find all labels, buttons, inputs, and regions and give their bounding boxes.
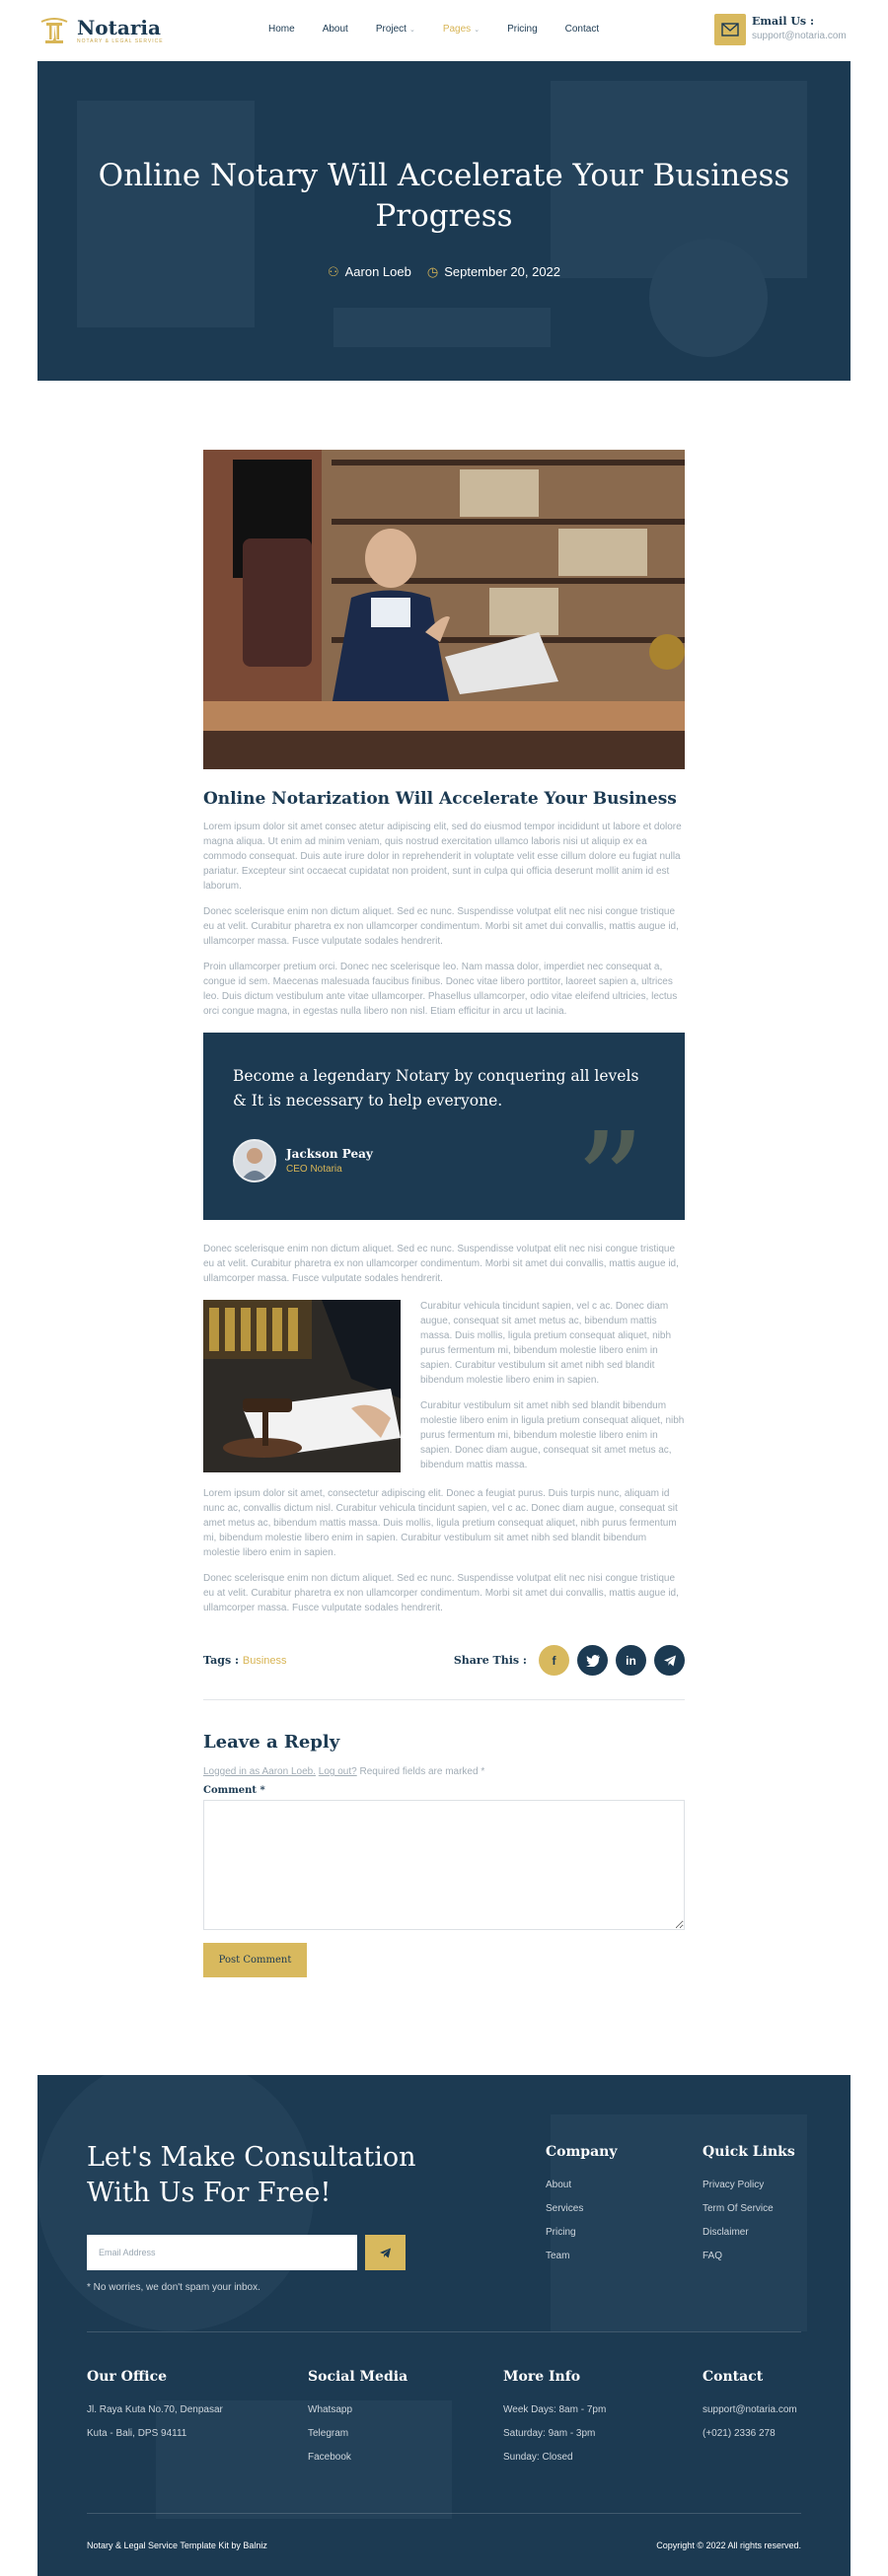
footer-phone[interactable]: (+021) 2336 278 [703, 2428, 776, 2439]
site-header [0, 0, 888, 61]
user-icon: ⚇ [327, 264, 339, 279]
brand-name: Notaria [77, 16, 161, 39]
reply-title: Leave a Reply [203, 1732, 340, 1753]
send-button[interactable] [365, 2235, 406, 2270]
date-text: September 20, 2022 [444, 264, 561, 279]
article-paragraph: Donec scelerisque enim non dictum aliquet. Sed ec nunc. Suspendisse volutpat elit nec nisi congue tristique eu at velit. Curabitur pharetra ex non ullamcorper condimentum. Morbi sit amet dui convallis, mattis augue id, ullamcorper massa. Fusce vulputate sodales hendrerit. [203, 1244, 679, 1284]
hours-line: Week Days: 8am - 7pm [503, 2404, 607, 2415]
office-line: Jl. Raya Kuta No.70, Denpasar [87, 2404, 223, 2415]
share-label: Share This : [453, 1654, 527, 1667]
nav-contact[interactable]: Contact [564, 24, 600, 35]
footer-link-disclaimer[interactable]: Disclaimer [703, 2227, 749, 2238]
footer-email[interactable]: support@notaria.com [703, 2404, 797, 2415]
article-body [203, 450, 685, 1977]
footer-link-privacy[interactable]: Privacy Policy [703, 2180, 765, 2190]
chevron-down-icon: ⌄ [408, 26, 415, 34]
header-contact [752, 15, 847, 41]
nav-home[interactable]: Home [268, 24, 295, 35]
article-paragraph: Donec scelerisque enim non dictum aliquet. Sed ec nunc. Suspendisse volutpat elit nec nisi congue tristique eu at velit. Curabitur pharetra ex non ullamcorper condimentum. Morbi sit amet dui convallis, mattis augue id, ullamcorper massa. Fusce vulputate sodales hendrerit. [203, 1573, 679, 1613]
footer-link-faq[interactable]: FAQ [703, 2251, 723, 2261]
featured-image [203, 450, 685, 769]
footer-link-services[interactable]: Services [546, 2203, 584, 2214]
template-credit: Notary & Legal Service Template Kit by Balniz [87, 2540, 267, 2550]
nav-project-label: Project [375, 24, 407, 35]
tags-label: Tags : [203, 1654, 240, 1667]
footer-link-about[interactable]: About [546, 2180, 572, 2190]
footer-bottom [87, 2540, 801, 2550]
site-footer [37, 2075, 851, 2576]
article-paragraph: Donec scelerisque enim non dictum aliquet. Sed ec nunc. Suspendisse volutpat elit nec nisi congue tristique eu at velit. Curabitur pharetra ex non ullamcorper condimentum. Morbi sit amet dui convallis, mattis augue id, ullamcorper massa. Fusce vulputate sodales hendrerit. [203, 906, 679, 947]
footer-contact [703, 2369, 797, 2446]
article-paragraph: Proin ullamcorper pretium orci. Donec nec scelerisque leo. Nam massa dolor, imperdiet nec consequat a, congue id sem. Maecenas malesuada faucibus finibus. Donec vitae libero porttitor, laoreet sapien a, ultrices leo. Duis dictum vestibulum ante vitae ullamcorper. Phasellus ullamcorper, odio vitae eleifend ultricies, lectus orci congue magna, in egestas nulla libero non nisl. Etiam efficitur in arcu ut lacinia. [203, 962, 678, 1017]
page-title: Online Notary Will Accelerate Your Business Progress [98, 158, 790, 234]
send-icon [380, 2248, 391, 2258]
gavel-signing-image [203, 1300, 401, 1472]
quote-author-role: CEO Notaria [286, 1164, 342, 1175]
more-info-title: More Info [503, 2369, 581, 2385]
office-title: Our Office [87, 2369, 168, 2385]
clock-icon: ◷ [426, 264, 439, 279]
email-title: Email Us : [752, 15, 815, 28]
post-comment-button[interactable]: Post Comment [203, 1943, 307, 1977]
footer-link-terms[interactable]: Term Of Service [703, 2203, 774, 2214]
share-bar [454, 1645, 685, 1676]
quote-author-name: Jackson Peay [286, 1147, 373, 1161]
quote-text: Become a legendary Notary by conquering all levels & It is necessary to help everyone. [233, 1067, 639, 1109]
quick-links-title: Quick Links [703, 2144, 795, 2160]
facebook-icon[interactable]: f [539, 1645, 569, 1676]
twitter-icon[interactable] [577, 1645, 608, 1676]
quote-mark-icon: ” [574, 1104, 645, 1264]
office-line: Kuta - Bali, DPS 94111 [87, 2428, 187, 2439]
article-paragraph: Curabitur vehicula tincidunt sapien, vel c ac. Donec diam augue, consequat sit amet metus ac, bibendum mattis massa. Duis mollis, ligula pretium consequat aliquet, nibh purus fermentum mi, bibendum molestie libero enim in sapien. Curabitur vestibulum sit amet nibh sed blandit bibendum molestie libero enim in sapien. [420, 1301, 672, 1386]
chevron-down-icon: ⌄ [474, 26, 481, 34]
quote-author [233, 1139, 373, 1182]
logout-link[interactable]: Log out? [318, 1766, 357, 1777]
required-note: Required fields are marked * [359, 1766, 485, 1777]
contact-title: Contact [703, 2369, 764, 2385]
nav-pages-label: Pages [442, 24, 472, 35]
article-paragraph: Lorem ipsum dolor sit amet, consectetur adipiscing elit. Donec a feugiat purus. Duis turpis nunc, aliquam id nunc ac, convallis dictum nisl. Curabitur vehicula tincidunt sapien, vel c ac. Donec diam augue, consequat sit amet metus ac, bibendum mattis massa. Duis mollis, ligula pretium consequat aliquet, nibh purus fermentum mi, bibendum molestie libero enim in sapien. Curabitur vestibulum sit amet nibh sed blandit bibendum molestie libero enim in sapien. [203, 1488, 678, 1558]
main-nav [268, 24, 599, 35]
author-name: Aaron Loeb [344, 264, 411, 279]
article-paragraph: Curabitur vestibulum sit amet nibh sed blandit bibendum molestie libero enim in ligula pretium consequat aliquet, nibh purus fermentum mi, bibendum molestie libero enim in sapien. Donec diam augue, consequat sit amet metus ac, bibendum mattis massa. [420, 1400, 685, 1470]
tags-share-row [203, 1645, 685, 1676]
copyright: Copyright © 2022 All rights reserved. [656, 2540, 801, 2550]
hours-line: Saturday: 9am - 3pm [503, 2428, 596, 2439]
article-heading: Online Notarization Will Accelerate Your Business [203, 789, 677, 809]
email-address[interactable]: support@notaria.com [752, 31, 847, 41]
footer-divider [87, 2331, 801, 2332]
footer-quick-links [703, 2144, 795, 2268]
logged-in-link[interactable]: Logged in as Aaron Loeb. [203, 1766, 316, 1777]
tag-business[interactable]: Business [242, 1655, 287, 1667]
footer-link-telegram[interactable]: Telegram [308, 2428, 349, 2439]
hours-line: Sunday: Closed [503, 2452, 573, 2463]
footer-divider [87, 2513, 801, 2514]
mail-icon [714, 14, 746, 45]
nav-pricing[interactable]: Pricing [507, 24, 538, 35]
article-paragraph: Lorem ipsum dolor sit amet consec atetur adipiscing elit, sed do eiusmod tempor incididunt ut labore et dolore magna aliqua. Ut enim ad minim veniam, quis nostrud exercitation ullamco laboris nisi ut aliquip ex ea commodo consequat. Duis aute irure dolor in reprehenderit in voluptate velit esse cillum dolore eu fugiat nulla pariatur. Excepteur sint occaecat cupidatat non proident, sunt in culpa qui officia deserunt mollit anim id est laborum. [203, 822, 682, 892]
no-spam-note: * No worries, we don't spam your inbox. [87, 2282, 260, 2293]
post-author[interactable] [328, 264, 411, 280]
subscribe-form [87, 2235, 406, 2270]
footer-link-pricing[interactable]: Pricing [546, 2227, 576, 2238]
image-text-block [203, 1300, 685, 1472]
post-meta [37, 264, 851, 280]
brand-tagline: NOTARY & LEGAL SERVICE [77, 38, 164, 44]
footer-company [546, 2144, 617, 2268]
email-input[interactable]: Email Address [87, 2235, 357, 2270]
divider [203, 1699, 685, 1700]
footer-link-team[interactable]: Team [546, 2251, 570, 2261]
social-title: Social Media [308, 2369, 408, 2385]
company-title: Company [546, 2144, 618, 2160]
pillar-logo-icon [37, 14, 71, 47]
comment-label: Comment * [203, 1785, 265, 1796]
nav-about[interactable]: About [322, 24, 348, 35]
comment-textarea[interactable] [203, 1800, 685, 1930]
tags [203, 1654, 287, 1667]
footer-more-info [503, 2369, 606, 2469]
hero-banner [37, 61, 851, 381]
brand-logo[interactable] [37, 14, 164, 47]
telegram-icon[interactable] [654, 1645, 685, 1676]
nav-pages[interactable] [443, 24, 480, 35]
linkedin-icon[interactable]: in [616, 1645, 646, 1676]
logged-in-note [203, 1766, 685, 1777]
nav-project[interactable] [376, 24, 415, 35]
footer-link-facebook[interactable]: Facebook [308, 2452, 351, 2463]
post-date [427, 264, 560, 280]
avatar [233, 1139, 276, 1182]
footer-social [308, 2369, 407, 2469]
cta-heading: Let's Make Consultation With Us For Free! [87, 2142, 416, 2208]
footer-link-whatsapp[interactable]: Whatsapp [308, 2404, 353, 2415]
footer-office [87, 2369, 223, 2446]
